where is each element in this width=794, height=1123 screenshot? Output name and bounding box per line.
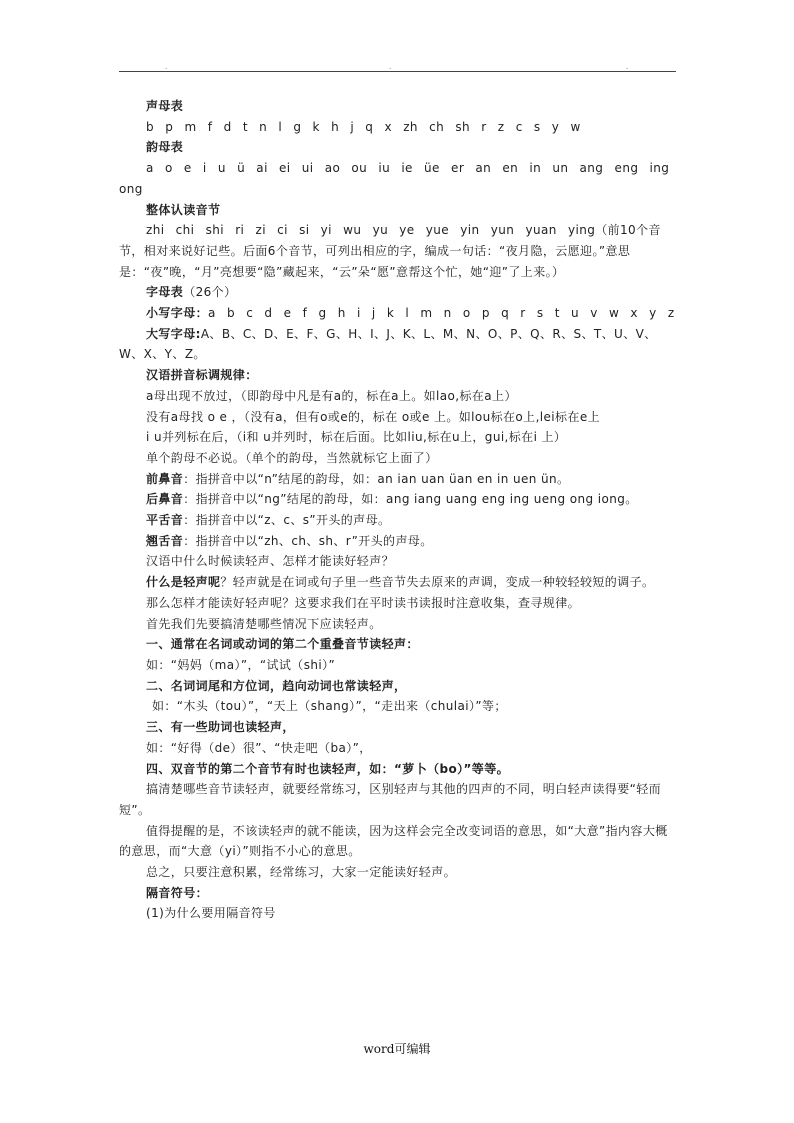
reminder-paragraph: 值得提醒的是，不该读轻声的就不能读，因为这样会完全改变词语的意思，如“大意”指内容大概的意思，而“大意（yi）”则指不小心的意思。 bbox=[119, 823, 668, 859]
rule-two-example: 如：“木头（tou）”，“天上（shang）”，“走出来（chulai）”等； bbox=[152, 699, 507, 714]
header-dot-center: . bbox=[389, 62, 392, 71]
rule-two-heading: 二、名词词尾和方位词，趋向动词也常读轻声， bbox=[146, 678, 407, 693]
tone-rule-heading: 汉语拼音标调规律： bbox=[146, 368, 258, 383]
tone-rule-4: 单个韵母不必说。（单个的韵母，当然就标它上面了） bbox=[146, 450, 438, 465]
rule-one-heading: 一、通常在名词或动词的第二个重叠音节读轻声： bbox=[146, 637, 419, 652]
tone-rule-2: 没有a母找 o e ，（没有a，但有o或e的，标在 o或e 上。如lou标在o上,lei标在e上 bbox=[146, 409, 601, 424]
header-rule bbox=[119, 71, 676, 72]
rule-three-heading: 三、有一些助词也读轻声， bbox=[146, 720, 295, 735]
alphabet-heading: 字母表（26个） bbox=[146, 285, 237, 300]
practice-paragraph: 搞清楚哪些音节读轻声，就要经常练习，区别轻声与其他的四声的不同，明白轻声读得要“轻而短”。 bbox=[119, 782, 662, 817]
heading-finals: 韵母表 bbox=[146, 140, 184, 155]
header-dot-left: . bbox=[165, 62, 168, 71]
finals-list: a o e i u ü ai ei ui ao ou iu ie üe er an en in un ang eng ing ong bbox=[119, 161, 670, 196]
heading-initials: 声母表 bbox=[146, 99, 184, 113]
flat-tongue-definition: 平舌音：指拼音中以“z、c、s”开头的声母。 bbox=[146, 513, 391, 528]
neutral-tone-first: 首先我们先要搞清楚哪些情况下应读轻声。 bbox=[146, 616, 382, 631]
whole-syllables-paragraph: zhi chi shi ri zi ci si yi wu yu ye yue yin yun yuan ying（前10个音节，相对来说好记些。后面6个音节，可列出相应的字，编成一句话：“夜月隐，云愿迎。”意思是：“夜”晚，“月”亮想要“隐”藏起来，“云”朵“愿”意帮这个忙，她“迎”了上来。） bbox=[119, 223, 661, 279]
separator-question: (1)为什么要用隔音符号 bbox=[146, 906, 276, 921]
page-footer: word可编辑 bbox=[363, 1042, 431, 1056]
document-body bbox=[119, 96, 676, 924]
initials-list: b p m f d t n l g k h j q x zh ch sh r z c s y w bbox=[146, 119, 581, 134]
back-nasal-definition: 后鼻音：指拼音中以“ng”结尾的韵母，如：ang iang uang eng ing ueng ong iong。 bbox=[146, 492, 638, 507]
lowercase-letters: 小写字母：a b c d e f g h i j k l m n o p q r s t u v w x y z bbox=[146, 306, 675, 321]
retroflex-definition: 翘舌音：指拼音中以“zh、ch、sh、r”开头的声母。 bbox=[146, 533, 433, 548]
separator-heading: 隔音符号： bbox=[146, 885, 209, 900]
heading-whole-syllables: 整体认读音节 bbox=[146, 202, 221, 217]
neutral-tone-how: 那么怎样才能读好轻声呢？这要求我们在平时读书读报时注意收集，查寻规律。 bbox=[146, 595, 581, 610]
rule-three-example: 如：“好得（de）很”、“快走吧（ba）”， bbox=[146, 740, 372, 755]
tone-rule-3: i u并列标在后，（i和 u并列时，标在后面。比如liu,标在u上，gui,标在i 上） bbox=[146, 430, 567, 445]
rule-one-example: 如：“妈妈（ma）”，“试试（shi）” bbox=[146, 657, 336, 672]
tone-rule-1: a母出现不放过，（即韵母中凡是有a的，标在a上。如lao,标在a上） bbox=[146, 388, 517, 403]
rule-four-heading: 四、双音节的第二个音节有时也读轻声，如：“萝卜（bo）”等等。 bbox=[146, 761, 510, 776]
neutral-tone-question: 汉语中什么时候读轻声、怎样才能读好轻声？ bbox=[146, 554, 395, 569]
header-dot-right: . bbox=[626, 62, 629, 71]
uppercase-letters: 大写字母:A、B、C、D、E、F、G、H、I、J、K、L、M、N、O、P、Q、R、S、T、U、V、W、X、Y、Z。 bbox=[119, 326, 657, 362]
neutral-tone-definition: 什么是轻声呢？轻声就是在词或句子里一些音节失去原来的声调，变成一种较轻较短的调子。 bbox=[146, 575, 655, 590]
front-nasal-definition: 前鼻音：指拼音中以“n”结尾的韵母，如：an ian uan üan en in uen ün。 bbox=[146, 471, 570, 486]
summary-paragraph: 总之，只要注意积累，经常练习，大家一定能读好轻声。 bbox=[146, 865, 457, 880]
